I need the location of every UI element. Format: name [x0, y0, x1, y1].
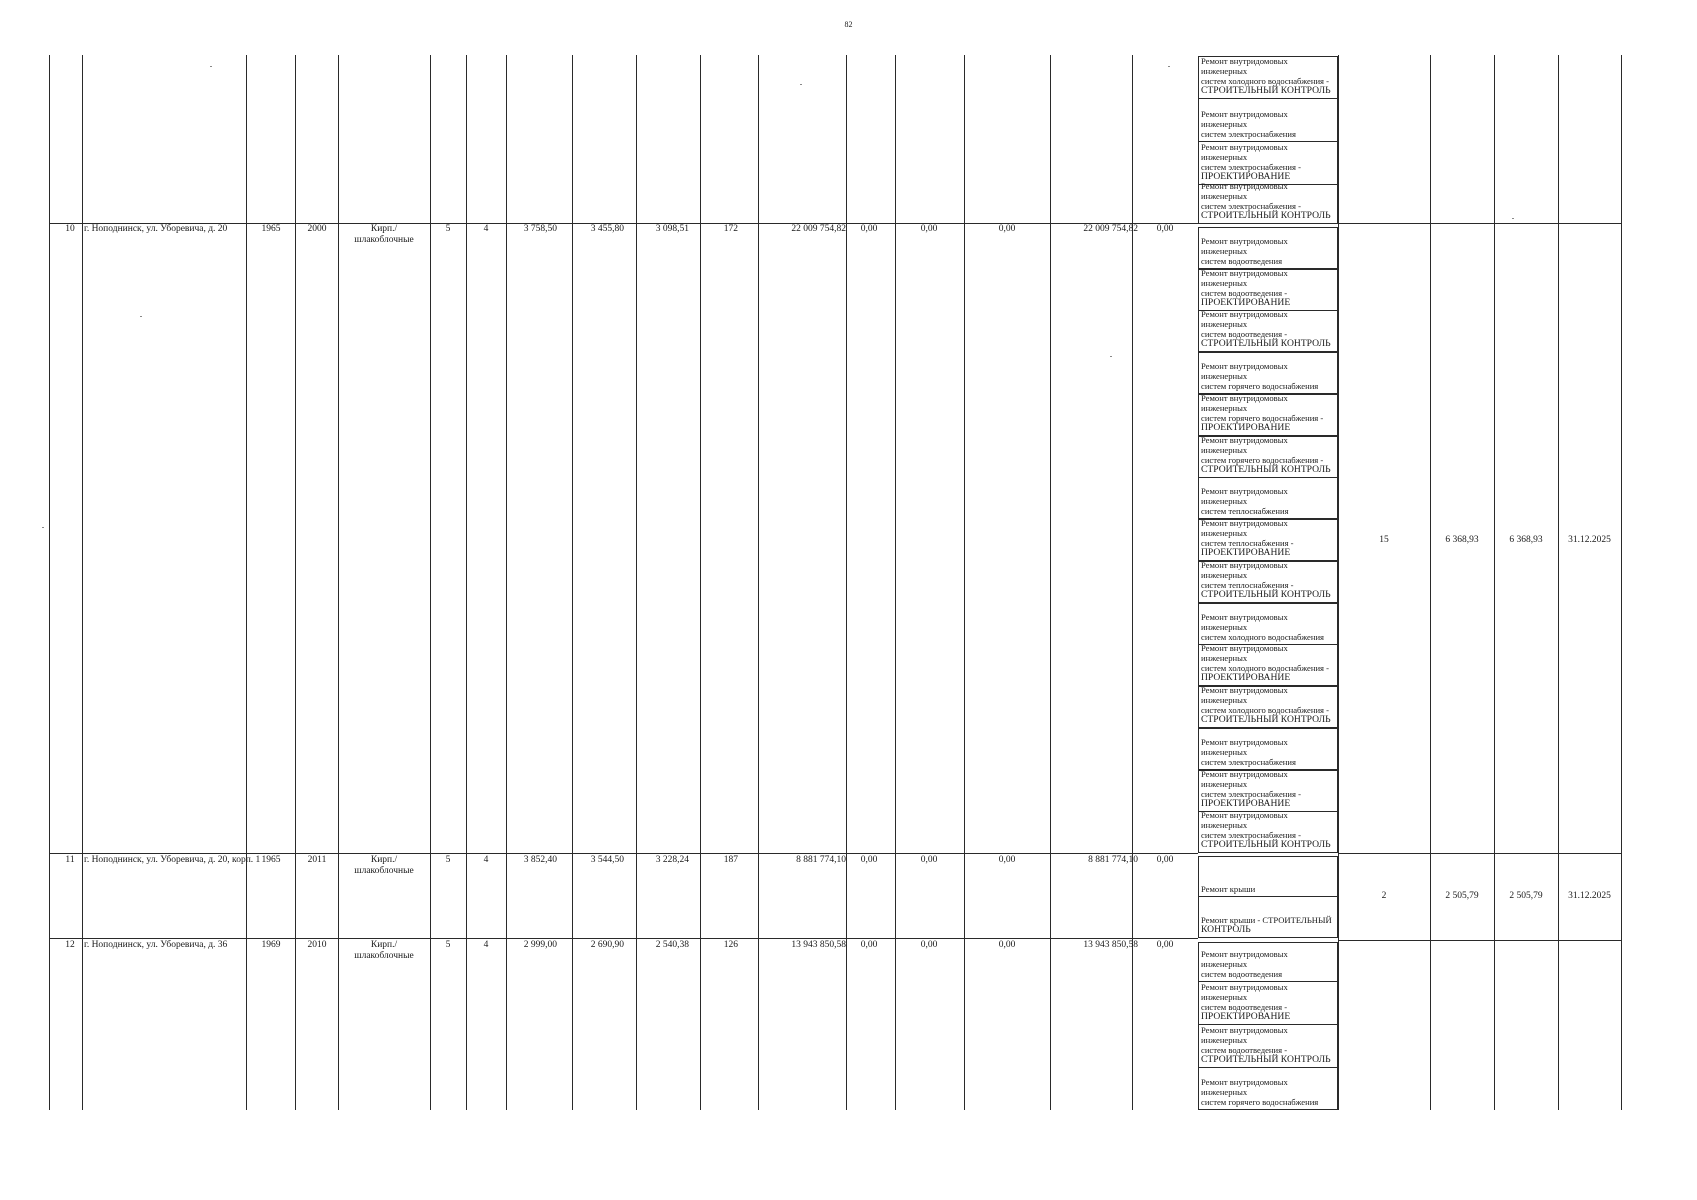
- address: г. Ноподнинск, ул. Уборевича, д. 20: [84, 224, 228, 234]
- work-item-text: [1201, 361, 1335, 391]
- area-total: 3 852,40: [523, 855, 557, 865]
- work-item-line: Ремонт внутридомовых инженерных: [1201, 518, 1288, 538]
- work-item-stage: СТРОИТЕЛЬНЫЙ КОНТРОЛЬ: [1201, 589, 1331, 600]
- work-item: [1198, 942, 1338, 982]
- work-item: [1198, 856, 1338, 897]
- work-item-stage: ПРОЕКТИРОВАНИЕ: [1201, 798, 1291, 809]
- work-item-line: систем холодного водоснабжения -: [1201, 663, 1330, 673]
- work-item-stage: ПРОЕКТИРОВАНИЕ: [1201, 171, 1291, 182]
- work-item-text: [1201, 560, 1335, 600]
- work-item-stage: ПРОЕКТИРОВАНИЕ: [1201, 547, 1291, 558]
- grid-line-horizontal: [1338, 223, 1621, 224]
- work-item: [1198, 519, 1338, 561]
- work-item-text: [1201, 393, 1335, 433]
- work-item-stage: СТРОИТЕЛЬНЫЙ КОНТРОЛЬ: [1201, 85, 1331, 96]
- row-number: 11: [65, 855, 75, 865]
- works-count: 2: [1381, 891, 1387, 901]
- year-last-repair: 2000: [307, 224, 327, 234]
- cost-municipal: 0,00: [998, 855, 1016, 865]
- wall-material-1: Кирп./: [370, 224, 398, 234]
- work-item-line: Ремонт внутридомовых инженерных: [1201, 486, 1288, 506]
- work-item: [1198, 141, 1338, 185]
- work-item-line: Ремонт внутридомовых инженерных: [1201, 810, 1288, 830]
- cost-municipal: 0,00: [998, 224, 1016, 234]
- work-item: [1198, 1067, 1338, 1110]
- work-item-line: систем электроснабжения -: [1201, 162, 1301, 172]
- area-premises: 3 455,80: [590, 224, 624, 234]
- work-item-line: Ремонт внутридомовых инженерных: [1201, 393, 1288, 413]
- cost-other: 0,00: [1156, 940, 1174, 950]
- grid-line-vertical: [1430, 55, 1431, 1110]
- grid-line-vertical: [572, 55, 573, 1110]
- row-number: 12: [65, 940, 75, 950]
- work-item-line: систем электроснабжения -: [1201, 789, 1301, 799]
- scan-speck: [140, 316, 142, 317]
- work-item-line: систем горячего водоснабжения: [1201, 1097, 1319, 1107]
- unit-cost: 6 368,93: [1445, 535, 1479, 545]
- work-item-line: систем теплоснабжения -: [1201, 580, 1294, 590]
- cost-region: 0,00: [920, 224, 938, 234]
- work-item-text: [1201, 685, 1335, 725]
- work-item-text: [1201, 769, 1335, 809]
- scan-speck: [42, 527, 44, 528]
- work-item-text: [1201, 884, 1335, 894]
- work-item-line: Ремонт внутридомовых инженерных: [1201, 181, 1288, 201]
- work-item-stage: СТРОИТЕЛЬНЫЙ КОНТРОЛЬ: [1201, 1054, 1331, 1065]
- work-item: [1198, 98, 1338, 142]
- work-item-line: Ремонт внутридомовых инженерных: [1201, 56, 1288, 76]
- work-item-text: [1201, 737, 1335, 767]
- work-item: [1198, 436, 1338, 478]
- work-item-line: систем теплоснабжения -: [1201, 538, 1294, 548]
- work-item: [1198, 686, 1338, 728]
- work-item: [1198, 477, 1338, 519]
- scan-speck: [1512, 218, 1514, 219]
- grid-line-vertical: [1132, 55, 1133, 1110]
- grid-line-vertical: [1621, 55, 1622, 1110]
- address: г. Ноподнинск, ул. Уборевича, д. 36: [84, 940, 228, 950]
- work-item-stage: СТРОИТЕЛЬНЫЙ КОНТРОЛЬ: [1201, 210, 1331, 221]
- floors: 5: [445, 224, 451, 234]
- work-item: [1198, 181, 1338, 224]
- year-last-repair: 2010: [307, 940, 327, 950]
- work-item-text: [1201, 268, 1335, 308]
- grid-line-vertical: [758, 55, 759, 1110]
- work-item-line: систем электроснабжения: [1201, 757, 1296, 767]
- work-item-line: Ремонт внутридомовых инженерных: [1201, 1077, 1288, 1097]
- work-item-line: систем водоотведения: [1201, 256, 1283, 266]
- work-item-line: Ремонт внутридомовых инженерных: [1201, 560, 1288, 580]
- residents: 126: [723, 940, 738, 950]
- work-item-stage: ПРОЕКТИРОВАНИЕ: [1201, 422, 1291, 433]
- work-item-stage: СТРОИТЕЛЬНЫЙ КОНТРОЛЬ: [1201, 839, 1331, 850]
- cost-fund: 0,00: [860, 224, 878, 234]
- work-item: [1198, 227, 1338, 269]
- work-item-line: Ремонт внутридомовых инженерных: [1201, 737, 1288, 757]
- grid-line-vertical: [895, 55, 896, 1110]
- cost-region: 0,00: [920, 855, 938, 865]
- work-item-line: Ремонт внутридомовых инженерных: [1201, 685, 1288, 705]
- grid-line-vertical: [1558, 55, 1559, 1110]
- grid-line-vertical: [49, 55, 50, 1110]
- entrances: 4: [483, 224, 489, 234]
- deadline: 31.12.2025: [1568, 535, 1611, 545]
- work-item-line: систем водоотведения -: [1201, 1002, 1288, 1012]
- cost-owners: 13 943 850,58: [1083, 940, 1138, 950]
- scan-speck: [800, 84, 802, 85]
- grid-line-horizontal: [1338, 940, 1621, 941]
- cost-fund: 0,00: [860, 855, 878, 865]
- grid-line-vertical: [466, 55, 467, 1110]
- work-item-stage: ПРОЕКТИРОВАНИЕ: [1201, 672, 1291, 683]
- work-item-line: систем электроснабжения -: [1201, 830, 1301, 840]
- cost-other: 0,00: [1156, 855, 1174, 865]
- work-item-line: систем водоотведения -: [1201, 329, 1288, 339]
- grid-line-vertical: [1338, 940, 1339, 1110]
- work-item-stage: ПРОЕКТИРОВАНИЕ: [1201, 297, 1291, 308]
- work-item: [1198, 1024, 1338, 1068]
- cost-total: 8 881 774,10: [796, 855, 846, 865]
- work-item-line: Ремонт внутридомовых инженерных: [1201, 361, 1288, 381]
- work-item-line: систем водоотведения -: [1201, 288, 1288, 298]
- area-premises: 2 690,90: [590, 940, 624, 950]
- wall-material-2: шлакоблочные: [354, 866, 414, 876]
- grid-line-horizontal: [1338, 853, 1621, 854]
- work-item-line: Ремонт внутридомовых инженерных: [1201, 109, 1288, 129]
- grid-line-vertical: [1338, 55, 1339, 223]
- floors: 5: [445, 855, 451, 865]
- grid-line-vertical: [700, 55, 701, 1110]
- work-item-text: [1201, 915, 1335, 935]
- grid-line-vertical: [295, 55, 296, 1110]
- work-item-text: [1201, 56, 1335, 96]
- work-item-line: Ремонт внутридомовых инженерных: [1201, 982, 1288, 1002]
- work-item-text: [1201, 486, 1335, 516]
- work-item-line: систем электроснабжения -: [1201, 201, 1301, 211]
- area-residential: 2 540,38: [655, 940, 689, 950]
- grid-line-vertical: [246, 55, 247, 1110]
- work-item-line: Ремонт внутридомовых инженерных: [1201, 309, 1288, 329]
- work-item-stage: СТРОИТЕЛЬНЫЙ КОНТРОЛЬ: [1201, 338, 1331, 349]
- scan-speck: [1168, 66, 1170, 67]
- residents: 172: [723, 224, 738, 234]
- work-item-line: Ремонт внутридомовых инженерных: [1201, 769, 1288, 789]
- cost-municipal: 0,00: [998, 940, 1016, 950]
- page-number: 82: [844, 20, 853, 29]
- row-number: 10: [65, 224, 75, 234]
- work-item-line: Ремонт внутридомовых инженерных: [1201, 236, 1288, 256]
- work-item-text: [1201, 810, 1335, 850]
- work-item-line: Ремонт внутридомовых инженерных: [1201, 435, 1288, 455]
- area-total: 3 758,50: [523, 224, 557, 234]
- work-item: [1198, 770, 1338, 812]
- work-item: [1198, 56, 1338, 99]
- work-item: [1198, 394, 1338, 436]
- work-item-text: [1201, 949, 1335, 979]
- grid-line-horizontal: [49, 853, 1198, 854]
- unit-cost-max: 2 505,79: [1509, 891, 1543, 901]
- work-item-line: Ремонт внутридомовых инженерных: [1201, 612, 1288, 632]
- scan-speck: [210, 66, 212, 67]
- wall-material-2: шлакоблочные: [354, 951, 414, 961]
- entrances: 4: [483, 940, 489, 950]
- work-item-text: [1201, 109, 1335, 139]
- cost-region: 0,00: [920, 940, 938, 950]
- residents: 187: [723, 855, 738, 865]
- wall-material-2: шлакоблочные: [354, 235, 414, 245]
- work-item-text: [1201, 142, 1335, 182]
- work-item: [1198, 561, 1338, 603]
- work-item-text: [1201, 1025, 1335, 1065]
- cost-fund: 0,00: [860, 940, 878, 950]
- wall-material-1: Кирп./: [370, 940, 398, 950]
- year-built: 1969: [261, 940, 281, 950]
- area-total: 2 999,00: [523, 940, 557, 950]
- cost-owners: 8 881 774,10: [1088, 855, 1138, 865]
- work-item-line: Ремонт внутридомовых инженерных: [1201, 268, 1288, 288]
- cost-total: 13 943 850,58: [791, 940, 846, 950]
- work-item-line: систем холодного водоснабжения -: [1201, 705, 1330, 715]
- work-item-text: [1201, 309, 1335, 349]
- cost-owners: 22 009 754,82: [1083, 224, 1138, 234]
- scan-speck: [1110, 356, 1112, 357]
- year-built: 1965: [261, 224, 281, 234]
- work-item-line: Ремонт внутридомовых инженерных: [1201, 142, 1288, 162]
- work-item-line: систем холодного водоснабжения: [1201, 632, 1325, 642]
- work-item-text: [1201, 643, 1335, 683]
- unit-cost: 2 505,79: [1445, 891, 1479, 901]
- work-item-text: [1201, 435, 1335, 475]
- work-item-line: Ремонт внутридомовых инженерных: [1201, 643, 1288, 663]
- work-item-stage: ПРОЕКТИРОВАНИЕ: [1201, 1011, 1291, 1022]
- work-item-line: систем водоотведения -: [1201, 1045, 1288, 1055]
- work-item-line: систем холодного водоснабжения -: [1201, 76, 1330, 86]
- grid-line-vertical: [1050, 55, 1051, 1110]
- work-item-line: систем горячего водоснабжения -: [1201, 455, 1324, 465]
- work-item-text: [1201, 1077, 1335, 1107]
- work-item-text: [1201, 518, 1335, 558]
- area-residential: 3 098,51: [655, 224, 689, 234]
- work-item: [1198, 269, 1338, 311]
- entrances: 4: [483, 855, 489, 865]
- wall-material-1: Кирп./: [370, 855, 398, 865]
- deadline: 31.12.2025: [1568, 891, 1611, 901]
- work-item-line: систем водоотведения: [1201, 969, 1283, 979]
- grid-line-vertical: [636, 55, 637, 1110]
- work-item-line: Ремонт крыши: [1201, 884, 1256, 894]
- work-item-line: Ремонт внутридомовых инженерных: [1201, 1025, 1288, 1045]
- work-item-stage: СТРОИТЕЛЬНЫЙ КОНТРОЛЬ: [1201, 714, 1331, 725]
- work-item: [1198, 981, 1338, 1025]
- work-item: [1198, 644, 1338, 686]
- cost-total: 22 009 754,82: [791, 224, 846, 234]
- grid-line-vertical: [1494, 55, 1495, 1110]
- work-item: [1198, 728, 1338, 770]
- grid-line-vertical: [82, 55, 83, 1110]
- work-item-text: [1201, 612, 1335, 642]
- work-item-text: [1201, 236, 1335, 266]
- work-item: [1198, 811, 1338, 853]
- work-item-line: систем горячего водоснабжения: [1201, 381, 1319, 391]
- work-item-stage: КОНТРОЛЬ: [1201, 924, 1251, 935]
- grid-line-horizontal: [49, 938, 1198, 939]
- work-item-line: систем теплоснабжения: [1201, 506, 1289, 516]
- work-item-line: систем горячего водоснабжения -: [1201, 413, 1324, 423]
- work-item-line: систем электроснабжения: [1201, 129, 1296, 139]
- grid-line-vertical: [506, 55, 507, 1110]
- work-item-stage: СТРОИТЕЛЬНЫЙ КОНТРОЛЬ: [1201, 464, 1331, 475]
- work-item: [1198, 603, 1338, 645]
- work-item-line: Ремонт крыши - СТРОИТЕЛЬНЫЙ: [1201, 915, 1332, 925]
- work-item: [1198, 352, 1338, 394]
- grid-line-vertical: [846, 55, 847, 1110]
- area-premises: 3 544,50: [590, 855, 624, 865]
- work-item-line: Ремонт внутридомовых инженерных: [1201, 949, 1288, 969]
- work-item: [1198, 896, 1338, 938]
- cost-other: 0,00: [1156, 224, 1174, 234]
- year-built: 1965: [261, 855, 281, 865]
- grid-line-vertical: [964, 55, 965, 1110]
- work-item: [1198, 310, 1338, 352]
- unit-cost-max: 6 368,93: [1509, 535, 1543, 545]
- work-item-text: [1201, 982, 1335, 1022]
- address: г. Ноподнинск, ул. Уборевича, д. 20, корп. 1: [84, 855, 261, 865]
- work-item-text: [1201, 181, 1335, 221]
- grid-line-vertical: [430, 55, 431, 1110]
- year-last-repair: 2011: [307, 855, 327, 865]
- area-residential: 3 228,24: [655, 855, 689, 865]
- works-count: 15: [1379, 535, 1389, 545]
- floors: 5: [445, 940, 451, 950]
